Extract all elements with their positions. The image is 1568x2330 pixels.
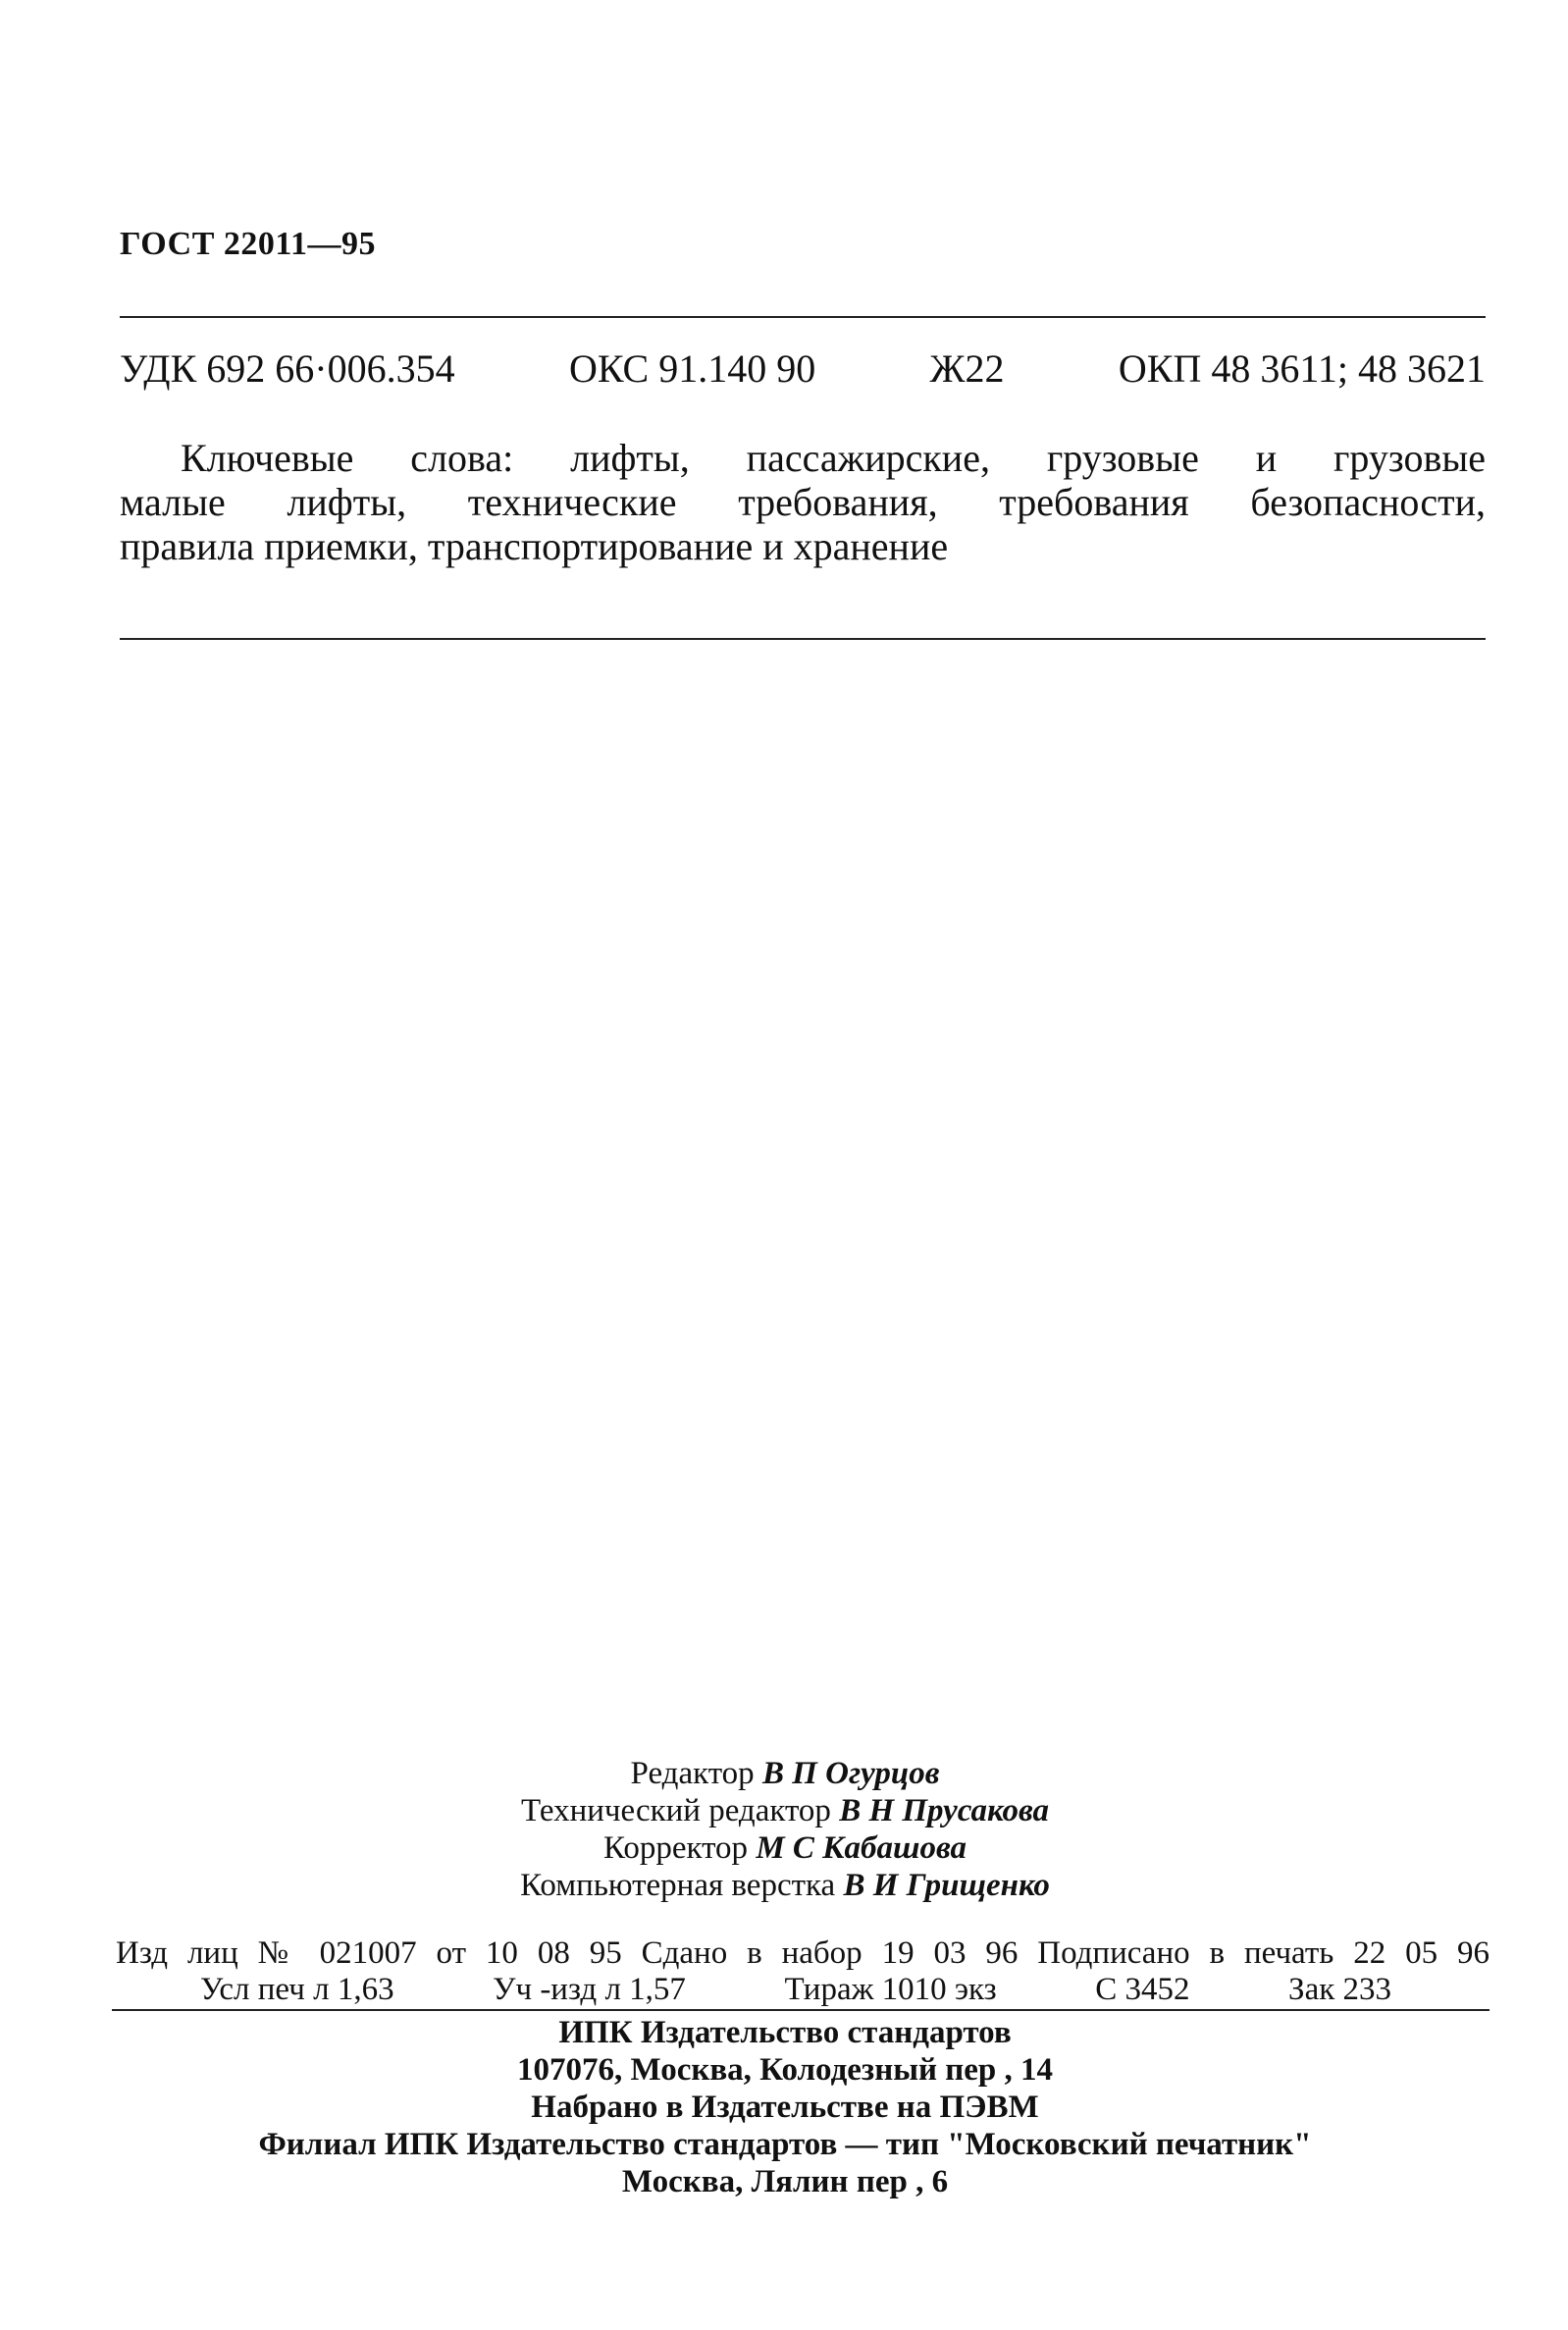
imprint-print-run: Тираж 1010 экз — [784, 1972, 997, 2007]
top-divider — [120, 316, 1486, 318]
imprint-code: С 3452 — [1095, 1972, 1190, 2007]
credit-name: М С Кабашова — [756, 1830, 967, 1866]
imprint-print-sheets: Усл печ л 1,63 — [200, 1972, 394, 2007]
publisher-line: ИПК Издательство стандартов — [558, 2015, 1012, 2050]
imprint-line — [116, 1972, 1391, 2008]
credits-block — [294, 1755, 1276, 1904]
credit-role: Компьютерная верстка — [520, 1868, 836, 1903]
imprint-divider — [112, 2009, 1490, 2011]
credit-tech-editor — [294, 1792, 1276, 1829]
credit-name: В И Грищенко — [843, 1868, 1050, 1903]
keywords-line: малые лифты, технические требования, требования безопасности, — [120, 480, 1486, 524]
credit-editor — [294, 1755, 1276, 1792]
document-code: ГОСТ 22011—95 — [120, 226, 377, 262]
keywords-divider — [120, 638, 1486, 640]
oks-code: ОКС 91.140 90 — [568, 346, 816, 391]
credit-proofreader — [294, 1829, 1276, 1867]
okp-code: ОКП 48 3611; 48 3621 — [1118, 346, 1486, 391]
publisher-line: Москва, Лялин пер , 6 — [621, 2164, 949, 2199]
credit-layout — [294, 1867, 1276, 1904]
publisher-line: 107076, Москва, Колодезный пер , 14 — [516, 2052, 1053, 2088]
imprint-publisher-sheets: Уч -изд л 1,57 — [493, 1972, 686, 2007]
imprint-order: Зак 233 — [1288, 1972, 1391, 2007]
keywords-paragraph — [120, 436, 1486, 568]
publisher-line: Набрано в Издательстве на ПЭВМ — [531, 2090, 1039, 2125]
keywords-line: правила приемки, транспортирование и хранение — [120, 524, 949, 568]
imprint-line: Изд лиц № 021007 от 10 08 95 Сдано в набор 19 03 96 Подписано в печать 22 05 96 — [116, 1935, 1490, 1971]
credit-name: В Н Прусакова — [839, 1793, 1050, 1828]
publisher-line: Филиал ИПК Издательство стандартов — тип "Московский печатник" — [258, 2127, 1312, 2162]
keywords-line: Ключевые слова: лифты, пассажирские, грузовые и грузовые — [181, 436, 1486, 480]
zh-code: Ж22 — [929, 346, 1005, 391]
imprint-block — [116, 1935, 1490, 2008]
credit-role: Корректор — [602, 1830, 749, 1866]
credit-role: Редактор — [630, 1756, 755, 1791]
credit-name: В П Огурцов — [761, 1756, 940, 1791]
classification-codes — [120, 345, 1486, 392]
credit-role: Технический редактор — [520, 1793, 831, 1828]
publisher-block — [147, 2014, 1423, 2200]
udk-code: УДК 692 66·006.354 — [120, 346, 455, 391]
